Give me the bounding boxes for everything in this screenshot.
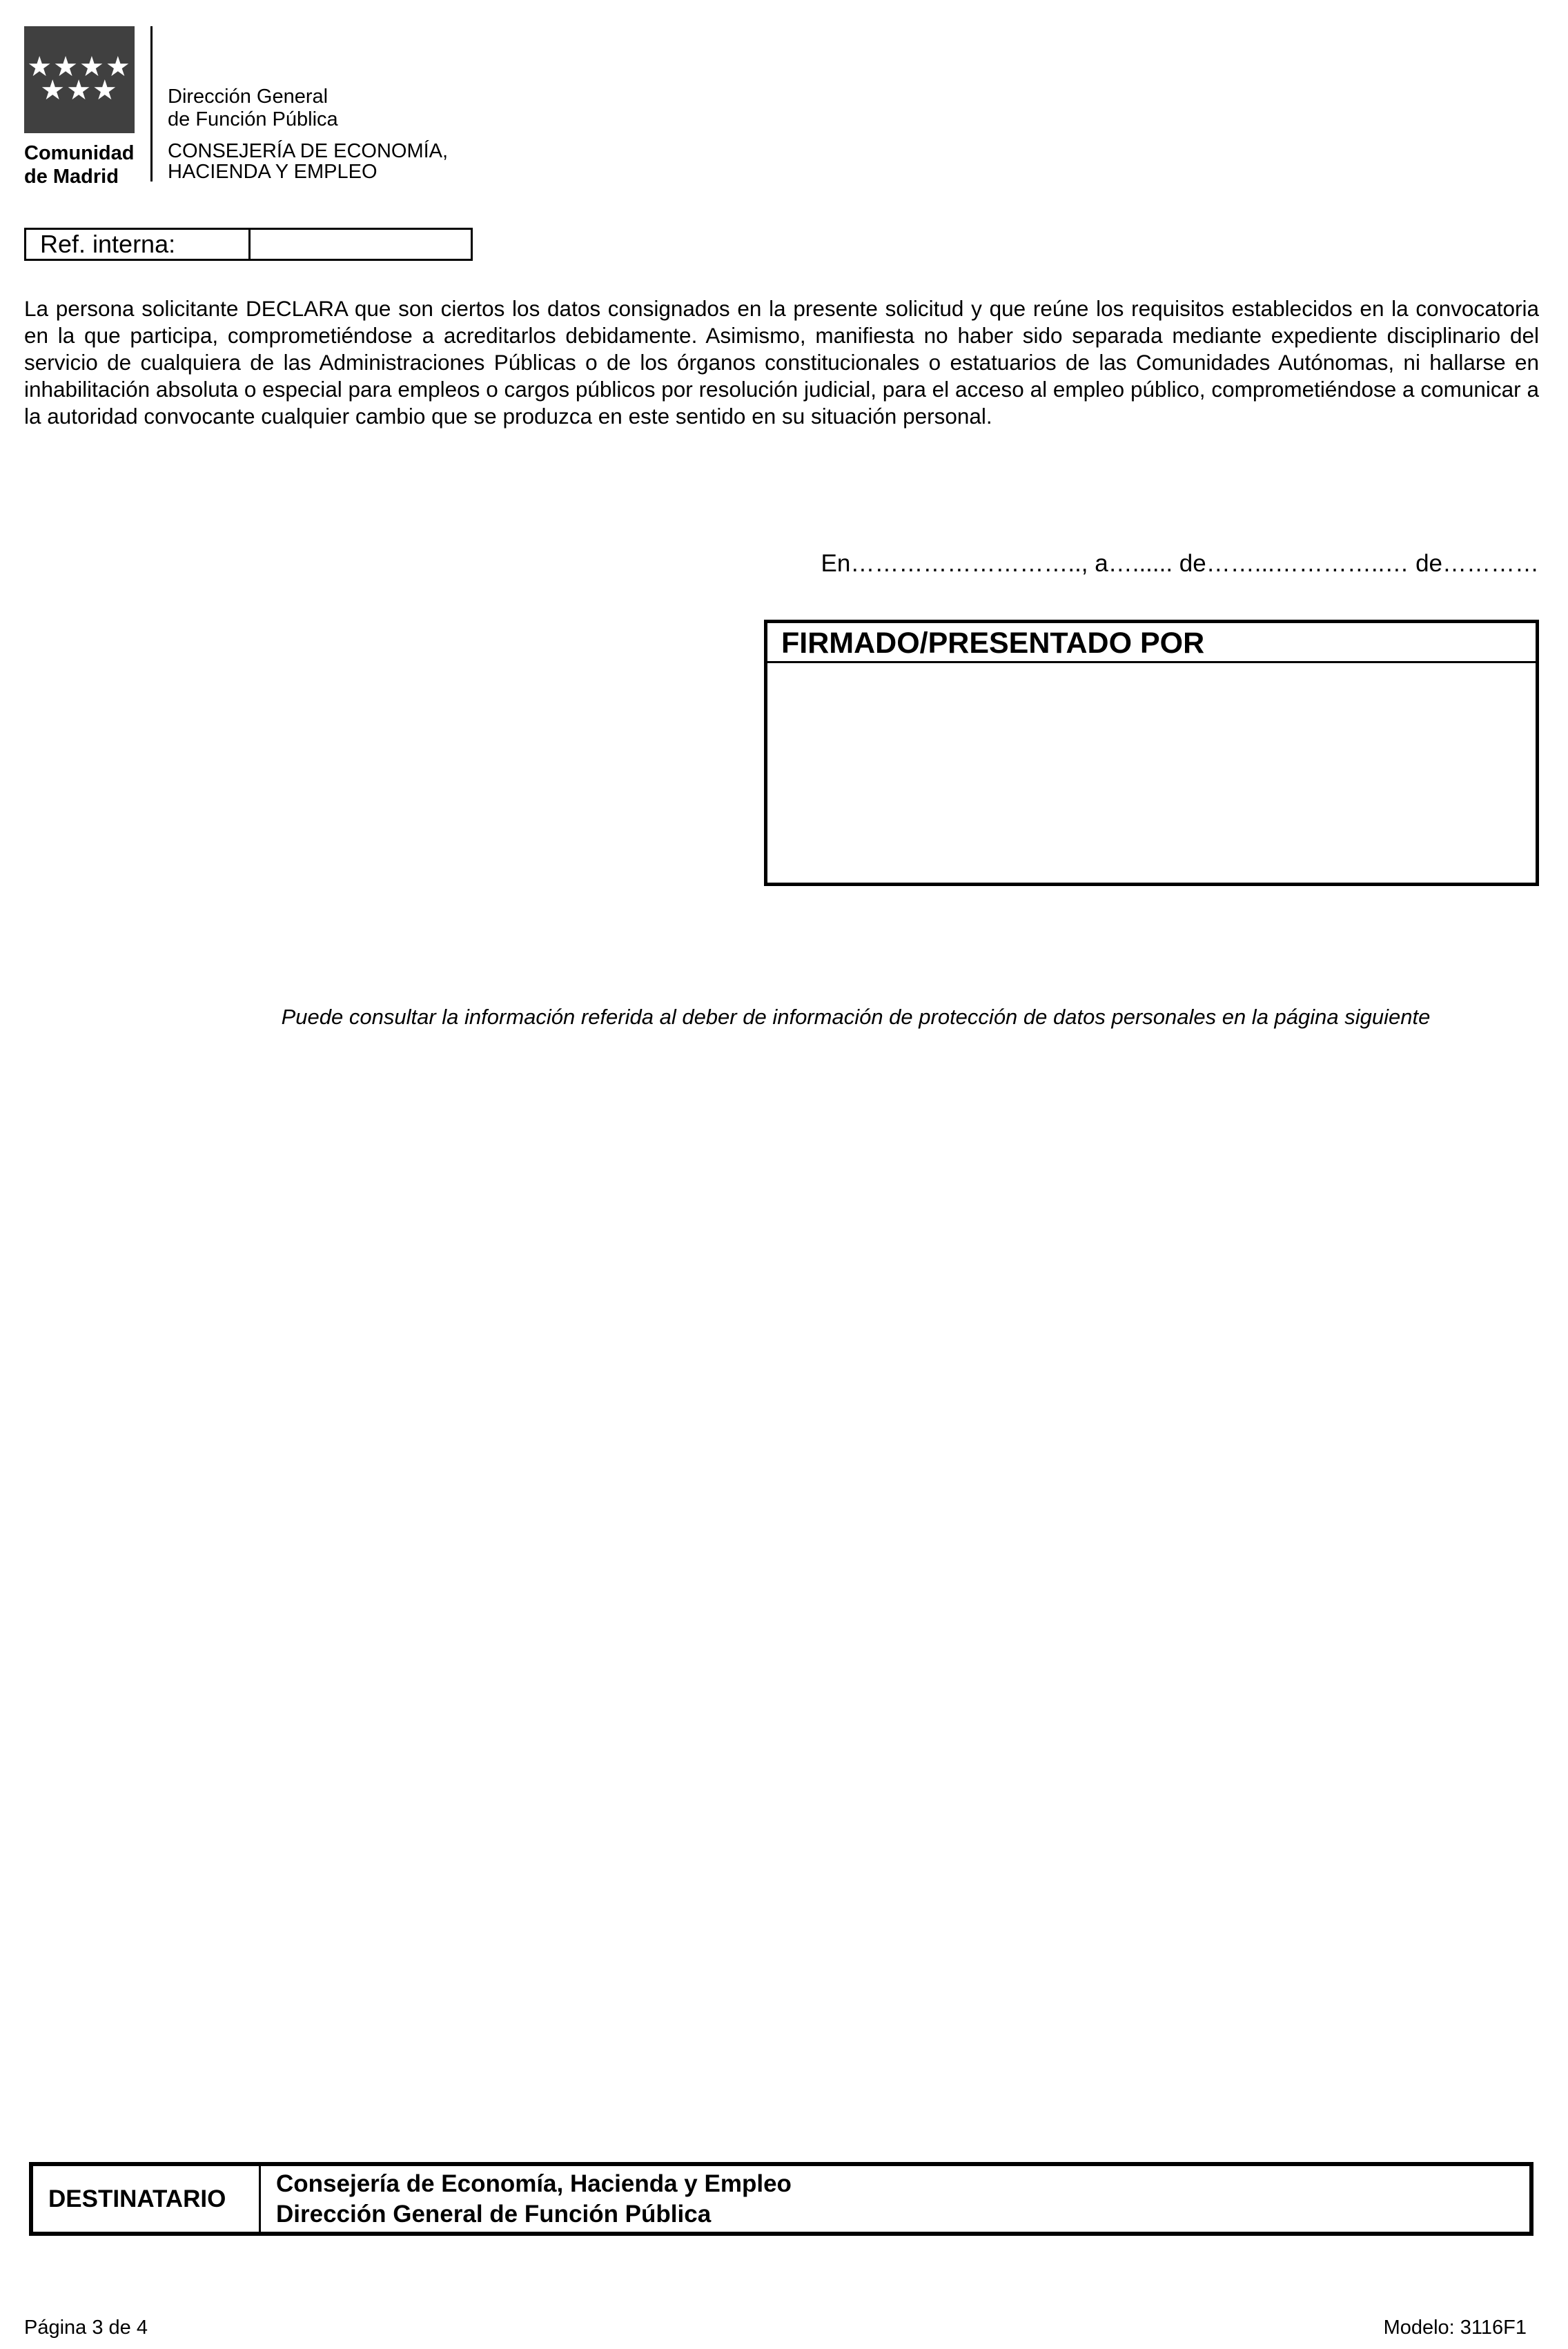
recipient-line1: Consejería de Economía, Hacienda y Empleo (276, 2170, 792, 2197)
recipient-box (29, 2162, 1533, 2236)
logo-stars-icon (24, 52, 135, 106)
logo-divider (150, 26, 153, 181)
ref-interna-field[interactable] (251, 230, 471, 259)
logo-name (24, 141, 135, 188)
place-date-line[interactable]: En……………………….., a…...... de……...…………..… de………… (821, 550, 1539, 577)
model-number: Modelo: 3116F1 (1383, 2317, 1527, 2339)
declaration-text: La persona solicitante DECLARA que son ciertos los datos consignados en la presente solicitud y que reúne los requisitos establecidos en la convocatoria en la que participa, comprometiéndose a acreditarlos debidamente. Asimismo, manifiesta no haber sido separada mediante expediente disciplinario del servicio de cualquiera de las Administraciones Públicas o de los órganos constitucionales o estatuarios de las Comunidades Autónomas, ni hallarse en inhabilitación absoluta o especial para empleos o cargos públicos por resolución judicial, para el acceso al empleo público, comprometiéndose a comunicar a la autoridad convocante cualquier cambio que se produzca en este sentido en su situación personal. (24, 296, 1539, 429)
recipient-label: DESTINATARIO (33, 2166, 261, 2232)
ref-interna-box (24, 228, 473, 261)
signature-header: FIRMADO/PRESENTADO POR (767, 623, 1536, 663)
ministry-line2: HACIENDA Y EMPLEO (168, 161, 378, 183)
logo-name-line2: de Madrid (24, 166, 119, 188)
directorate-line1: Dirección General (168, 86, 329, 108)
logo-name-line1: Comunidad (24, 142, 135, 164)
recipient-line2: Dirección General de Función Pública (276, 2201, 712, 2228)
ministry-line1: CONSEJERÍA DE ECONOMÍA, (168, 140, 449, 162)
privacy-note: Puede consultar la información referida al deber de información de protección de datos personales en la página siguiente (281, 1005, 1431, 1029)
signature-area[interactable] (767, 663, 1536, 883)
directorate-line2: de Función Pública (168, 108, 338, 130)
logo-stars-text: ★★★★ ★★★ (27, 52, 132, 106)
page-number: Página 3 de 4 (24, 2317, 148, 2339)
ref-interna-label: Ref. interna: (26, 230, 251, 259)
signature-box (764, 620, 1539, 886)
recipient-value (261, 2166, 1529, 2232)
